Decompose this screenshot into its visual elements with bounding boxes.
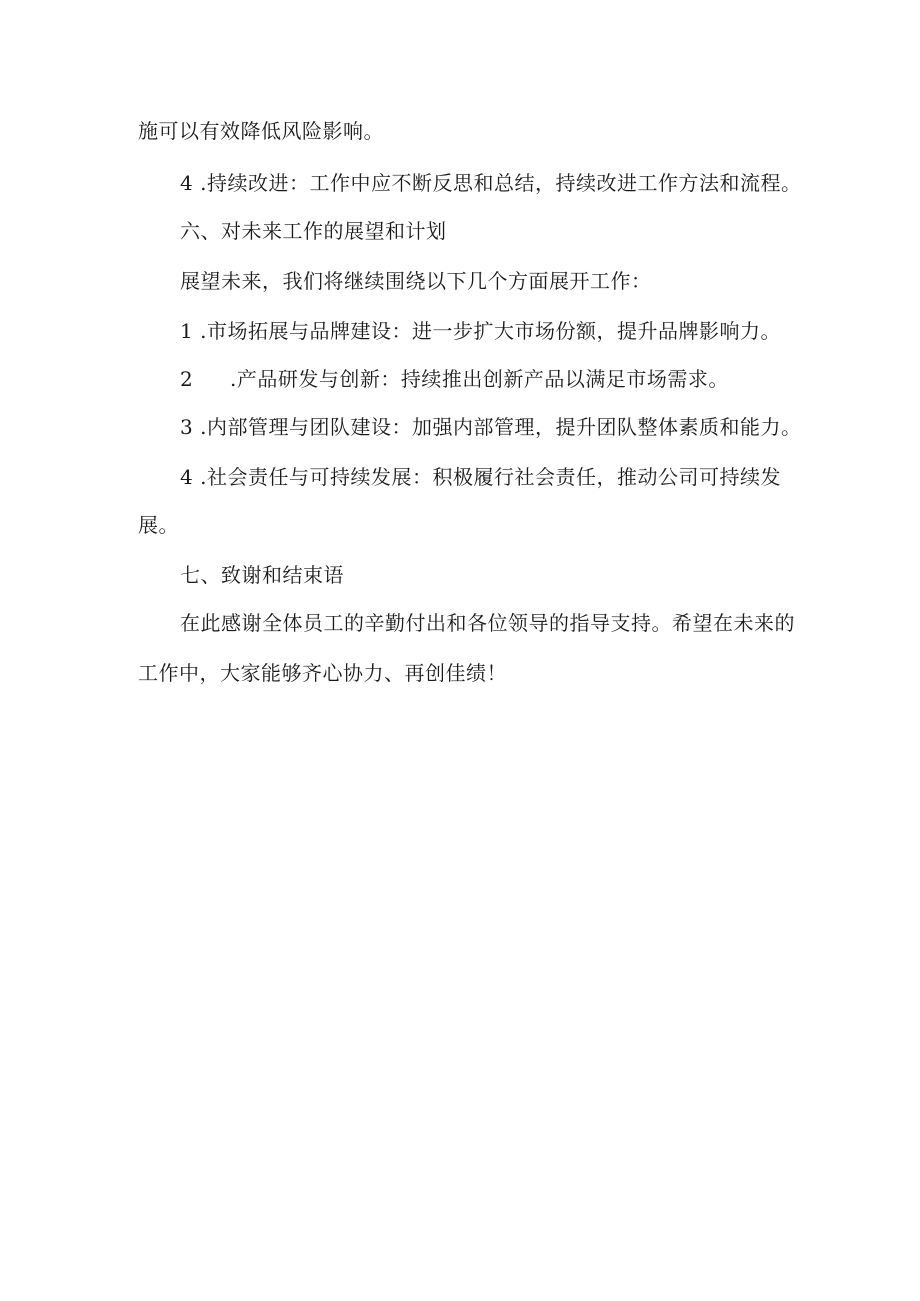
section-heading-thanks: 七、致谢和结束语 [180, 563, 344, 587]
paragraph-outlook: 展望未来，我们将继续围绕以下几个方面展开工作： [180, 269, 652, 293]
list-item-continuous-improvement: 4 .持续改进：工作中应不断反思和总结，持续改进工作方法和流程。 [180, 171, 802, 195]
paragraph-thanks: 在此感谢全体员工的辛勤付出和各位领导的指导支持。希望在未来的 [180, 611, 795, 635]
list-item-product-rd: .产品研发与创新：持续推出创新产品以满足市场需求。 [230, 367, 729, 391]
list-item-market-brand: 1 .市场拓展与品牌建设：进一步扩大市场份额，提升品牌影响力。 [180, 319, 781, 343]
list-item-number-2: 2 [180, 367, 194, 391]
list-item-social-responsibility: 4 .社会责任与可持续发展：积极履行社会责任，推动公司可持续发 [180, 465, 781, 489]
paragraph-line-continuation: 施可以有效降低风险影响。 [138, 119, 384, 143]
section-heading-future-plan: 六、对未来工作的展望和计划 [180, 219, 447, 243]
list-item-management-team: 3 .内部管理与团队建设：加强内部管理，提升团队整体素质和能力。 [180, 415, 802, 439]
paragraph-line-continuation: 工作中，大家能够齐心协力、再创佳绩！ [138, 661, 507, 685]
paragraph-line-continuation: 展。 [138, 513, 179, 537]
